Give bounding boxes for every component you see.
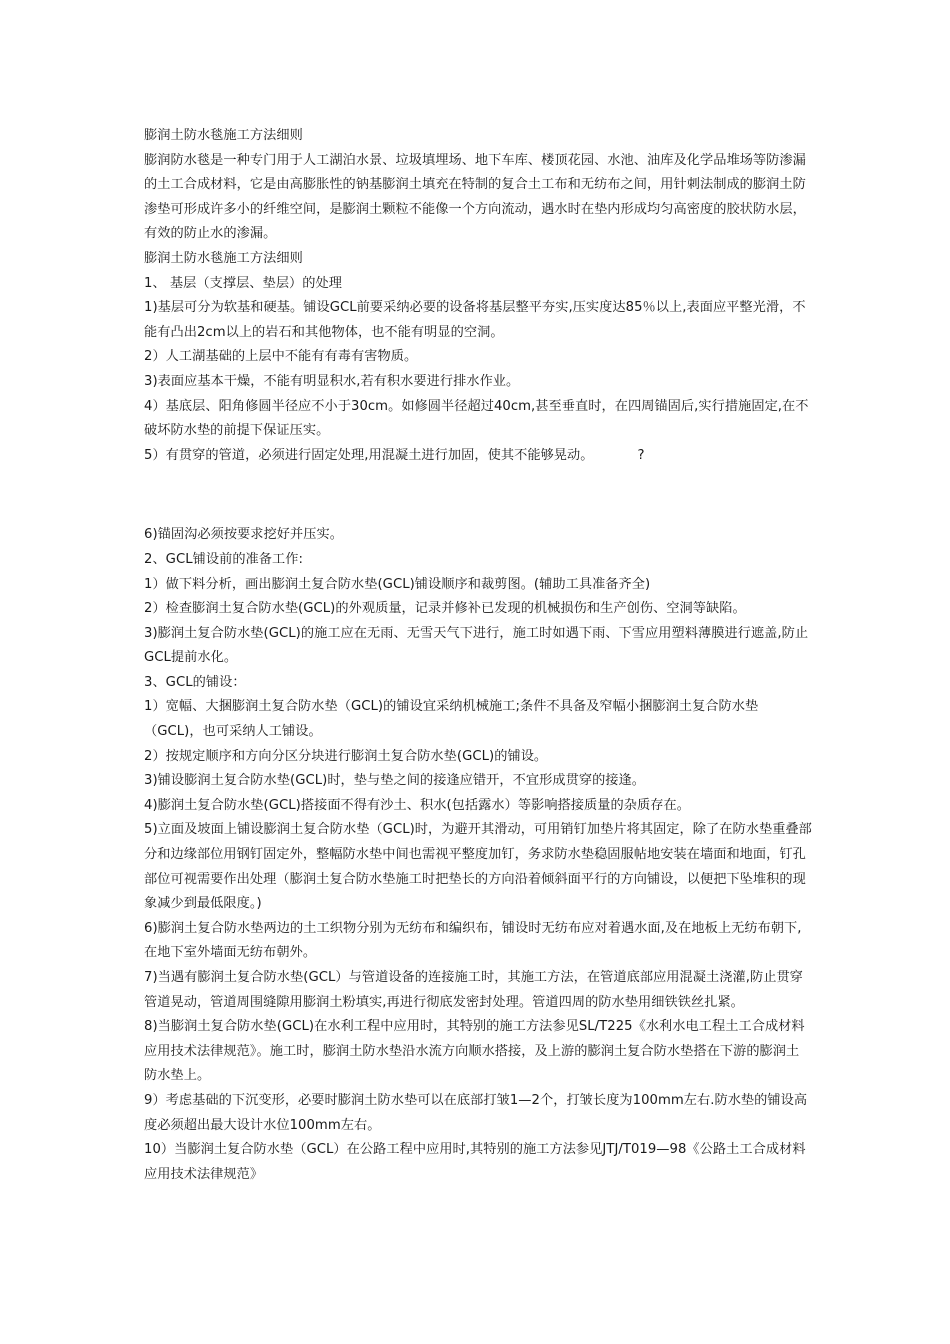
section-3-item-9: 9）考虑基础的下沉变形，必要时膨润土防水垫可以在底部打皱1—2个，打皱长度为100mm左右.防水垫的铺设高度必须超出最大设计水位100mm左右。 <box>144 1092 808 1133</box>
section-3-heading: 3、GCL的铺设： <box>144 674 246 690</box>
section-1-item-6: 6)锚固沟必须按要求挖好并压实。 <box>144 527 343 543</box>
section-2-heading: 2、GCL铺设前的准备工作: <box>144 551 303 567</box>
section-3-item-6: 6)膨润土复合防水垫两边的土工织物分别为无纺布和编织布，铺设时无纺布应对着遇水面,及在地板上无纺布朝下,在地下室外墙面无纺布朝外。 <box>144 920 802 961</box>
section-2-item-3: 3)膨润土复合防水垫(GCL)的施工应在无雨、无雪天气下进行，施工时如遇下雨、下雪应用塑料薄膜进行遮盖,防止GCL提前水化。 <box>144 625 809 666</box>
section-1-item-5-row <box>144 444 812 469</box>
section-2-item-2: 2）检查膨润土复合防水垫(GCL)的外观质量，记录并修补已发现的机械损伤和生产创伤、空洞等缺陷。 <box>144 601 746 617</box>
document-title: 膨润土防水毯施工方法细则 <box>144 128 303 143</box>
page-gap <box>144 468 812 523</box>
section-3-item-2: 2）按规定顺序和方向分区分块进行膨润土复合防水垫(GCL)的铺设。 <box>144 748 548 764</box>
document-body <box>144 124 812 1187</box>
section-3-item-4: 4)膨润土复合防水垫(GCL)搭接面不得有沙土、积水(包括露水）等影响搭接质量的杂质存在。 <box>144 797 690 813</box>
section-2-item-1: 1）做下料分析，画出膨润土复合防水垫(GCL)铺设顺序和裁剪图。(辅助工具准备齐全) <box>144 576 651 592</box>
section-1-heading: 1、 基层（支撑层、垫层）的处理 <box>144 275 343 291</box>
section-1-item-3: 3)表面应基本干燥，不能有明显积水,若有积水要进行排水作业。 <box>144 373 520 389</box>
section-1-item-1: 1)基层可分为软基和硬基。铺设GCL前要采纳必要的设备将基层整平夯实,压实度达85％以上,表面应平整光滑，不能有凸出2cm以上的岩石和其他物体，也不能有明显的空洞。 <box>144 300 806 340</box>
section-3-item-3: 3)铺设膨润土复合防水垫(GCL)时，垫与垫之间的接逢应错开，不宜形成贯穿的接逢。 <box>144 773 646 789</box>
intro-paragraph: 膨润防水毯是一种专门用于人工湖泊水景、垃圾填埋场、地下车库、楼顶花园、水池、油库及化学品堆场等防渗漏的土工合成材料，它是由高膨胀性的钠基膨润土填充在特制的复合土工布和无纺布之间，用针刺法制成的膨润土防渗垫可形成许多小的纤维空间，是膨润土颗粒不能像一个方向流动，遇水时在垫内形成均匀高密度的胶状防水层，有效的防止水的渗漏。 <box>144 152 806 242</box>
section-1-item-2: 2）人工湖基础的上层中不能有有毒有害物质。 <box>144 349 418 365</box>
section-3-item-7: 7)当遇有膨润土复合防水垫(GCL）与管道设备的连接施工时，其施工方法，在管道底部应用混凝土浇灌,防止贯穿管道晃动，管道周围缝隙用膨润土粉填实,再进行彻底发密封处理。管道四周的防水垫用细铁铁丝扎紧。 <box>144 970 803 1010</box>
section-1-item-4: 4）基底层、阳角修圆半径应不小于30cm。如修圆半径超过40cm,甚至垂直时，在四周锚固后,实行措施固定,在不破坏防水垫的前提下保证压实。 <box>144 398 809 439</box>
section-subtitle: 膨润土防水毯施工方法细则 <box>144 250 303 266</box>
section-3-item-1: 1）宽幅、大捆膨润土复合防水垫（GCL)的铺设宜采纳机械施工;条件不具备及窄幅小捆膨润土复合防水垫（GCL)，也可采纳人工铺设。 <box>144 699 759 740</box>
section-3-item-8: 8)当膨润土复合防水垫(GCL)在水利工程中应用时，其特别的施工方法参见SL/T225《水利水电工程土工合成材料应用技术法律规范》。施工时，膨润土防水垫沿水流方向顺水搭接，及上游的膨润土复合防水垫搭在下游的膨润土防水垫上。 <box>144 1019 805 1084</box>
section-1-item-5: 5）有贯穿的管道，必须进行固定处理,用混凝土进行加固，使其不能够晃动。 <box>144 447 594 463</box>
question-mark: ? <box>637 447 645 463</box>
section-3-item-5: 5)立面及坡面上铺设膨润土复合防水垫（GCL)时，为避开其滑动，可用销钉加垫片将其固定，除了在防水垫重叠部分和边缘部位用钢钉固定外，整幅防水垫中间也需视平整度加钉，务求防水垫稳固服帖地安装在墙面和地面，钉孔部位可视需要作出处理（膨润土复合防水垫施工时把垫长的方向沿着倾斜面平行的方向铺设，以便把下坠堆积的现象减少到最低限度。) <box>144 822 812 912</box>
section-3-item-10: 10）当膨润土复合防水垫（GCL）在公路工程中应用时,其特别的施工方法参见JTJ/T019—98《公路土工合成材料应用技术法律规范》 <box>144 1142 806 1182</box>
